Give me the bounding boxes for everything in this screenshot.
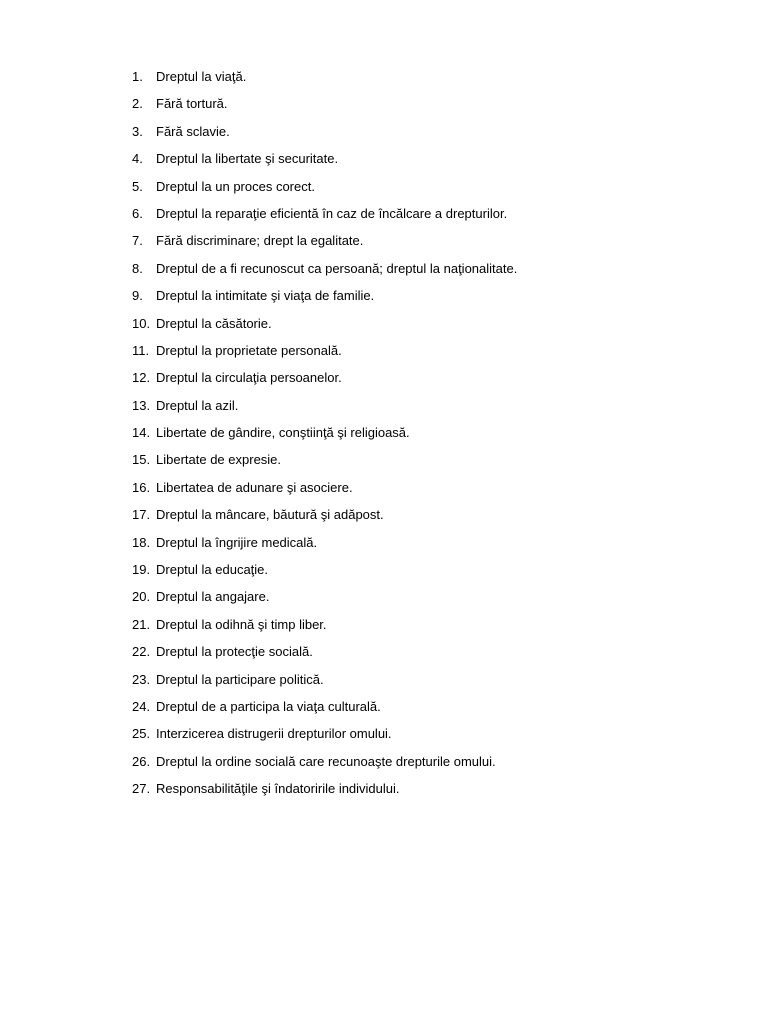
list-item <box>0 339 768 366</box>
list-item-text: Dreptul la participare politică. <box>156 671 324 687</box>
list-item <box>0 476 768 503</box>
list-item <box>0 312 768 339</box>
list-item <box>0 750 768 777</box>
list-item <box>0 284 768 311</box>
list-item-number: 24. <box>132 698 151 714</box>
list-item-text: Dreptul la circulaţia persoanelor. <box>156 370 342 386</box>
list-item-number: 26. <box>132 753 151 769</box>
list-item-text: Fără tortură. <box>156 96 228 112</box>
list-item <box>0 722 768 749</box>
list-item-text: Dreptul la căsătorie. <box>156 315 272 331</box>
list-item-number: 27. <box>132 781 151 797</box>
list-item-number: 9. <box>132 288 143 304</box>
list-item-text: Dreptul la odihnă şi timp liber. <box>156 616 327 632</box>
list-item-number: 11. <box>132 342 150 358</box>
list-item <box>0 531 768 558</box>
list-item <box>0 585 768 612</box>
list-item-number: 15. <box>132 452 151 468</box>
list-item-text: Dreptul la libertate şi securitate. <box>156 151 339 167</box>
list-item <box>0 394 768 421</box>
list-item-number: 3. <box>132 123 143 139</box>
list-item-text: Dreptul la azil. <box>156 397 239 413</box>
list-item-number: 10. <box>132 315 151 331</box>
list-item-number: 17. <box>132 507 151 523</box>
list-item <box>0 147 768 174</box>
list-item <box>0 668 768 695</box>
list-item-number: 14. <box>132 425 151 441</box>
list-item <box>0 613 768 640</box>
list-item-number: 16. <box>132 479 151 495</box>
list-item <box>0 92 768 119</box>
list-item <box>0 558 768 585</box>
list-item <box>0 257 768 284</box>
list-item <box>0 421 768 448</box>
list-item-text: Dreptul la proprietate personală. <box>156 342 342 358</box>
list-item-number: 21. <box>132 616 151 632</box>
list-item <box>0 777 768 804</box>
list-item-text: Dreptul la mâncare, băutură şi adăpost. <box>156 507 384 523</box>
list-item-text: Dreptul la un proces corect. <box>156 178 315 194</box>
list-item-text: Dreptul de a fi recunoscut ca persoană; dreptul la naţionalitate. <box>156 260 518 276</box>
list-item <box>0 175 768 202</box>
list-item-number: 20. <box>132 589 151 605</box>
list-item-text: Dreptul la ordine socială care recunoaşte drepturile omului. <box>156 753 496 769</box>
list-item-number: 22. <box>132 644 151 660</box>
list-item-number: 12. <box>132 370 151 386</box>
list-item <box>0 202 768 229</box>
list-item-text: Libertatea de adunare şi asociere. <box>156 479 353 495</box>
list-item-text: Dreptul la intimitate şi viaţa de familie. <box>156 288 375 304</box>
list-item-text: Dreptul la viaţă. <box>156 69 247 84</box>
list-item <box>0 640 768 667</box>
list-item-number: 2. <box>132 96 143 112</box>
list-item-text: Dreptul de a participa la viaţa culturală. <box>156 698 381 714</box>
list-item-number: 23. <box>132 671 151 687</box>
list-item-number: 13. <box>132 397 151 413</box>
list-item-number: 8. <box>132 260 143 276</box>
list-item-number: 4. <box>132 151 143 167</box>
list-item-text: Dreptul la reparaţie eficientă în caz de încălcare a drepturilor. <box>156 205 508 221</box>
list-item-text: Dreptul la protecţie socială. <box>156 644 313 660</box>
list-item-text: Fără sclavie. <box>156 123 230 139</box>
list-item-text: Dreptul la angajare. <box>156 589 270 605</box>
rights-list <box>0 65 768 805</box>
list-item <box>0 448 768 475</box>
list-item <box>0 695 768 722</box>
list-item-text: Libertate de gândire, conştiinţă şi religioasă. <box>156 425 410 441</box>
list-item <box>0 366 768 393</box>
list-item-text: Dreptul la educaţie. <box>156 562 269 578</box>
list-item <box>0 229 768 256</box>
list-item-text: Responsabilităţile şi îndatoririle individului. <box>156 781 400 797</box>
list-item-text: Dreptul la îngrijire medicală. <box>156 534 318 550</box>
list-item-text: Interzicerea distrugerii drepturilor omului. <box>156 726 392 742</box>
list-item-number: 18. <box>132 534 151 550</box>
list-item <box>0 65 768 92</box>
list-item-text: Fără discriminare; drept la egalitate. <box>156 233 364 249</box>
list-item <box>0 503 768 530</box>
list-item-text: Libertate de expresie. <box>156 452 282 468</box>
list-item-number: 19. <box>132 562 151 578</box>
list-item-number: 25. <box>132 726 151 742</box>
list-item-number: 6. <box>132 205 143 221</box>
list-item <box>0 120 768 147</box>
list-item-number: 1. <box>132 69 143 84</box>
list-item-number: 5. <box>132 178 143 194</box>
list-item-number: 7. <box>132 233 143 249</box>
